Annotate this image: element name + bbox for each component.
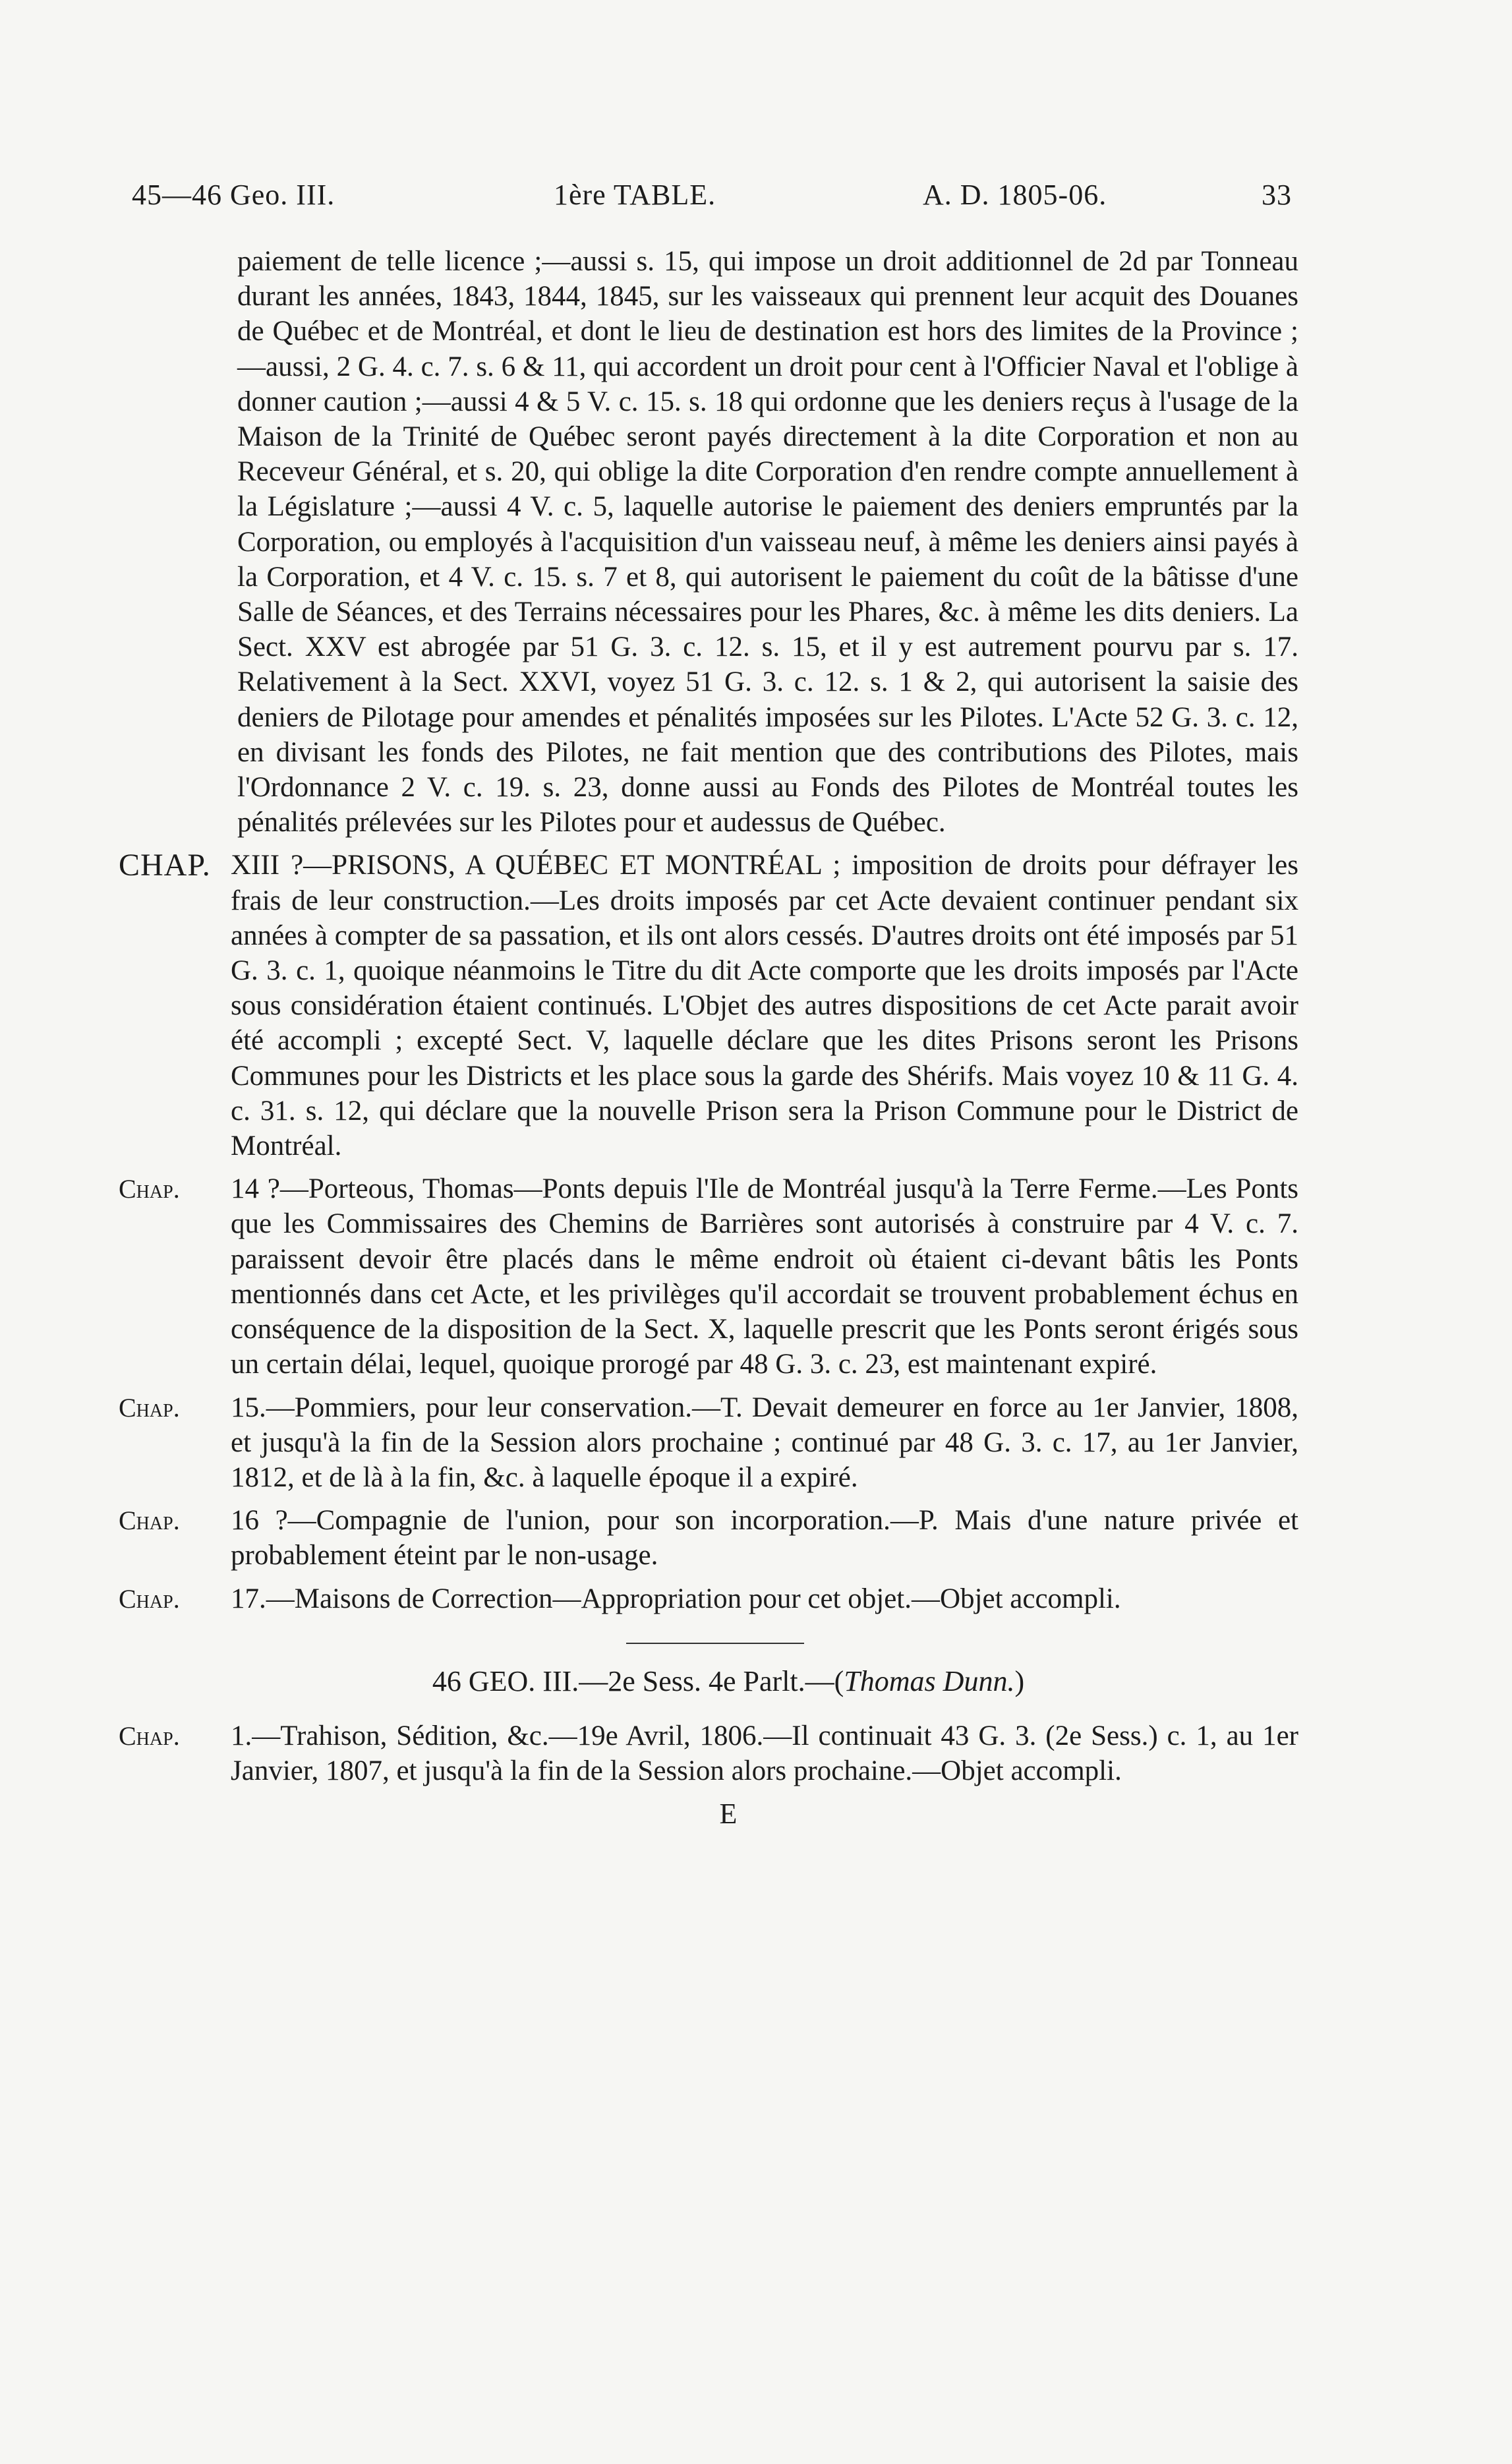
chapter-label: CHAP.	[119, 848, 211, 883]
chapter-text: 14 ?—Porteous, Thomas—Ponts depuis l'Ile de Montréal jusqu'à la Terre Ferme.—Les Ponts que les Commissaires des Chemins de Barrières sont autorisés à construire par 4 V. c. 7. paraissent devoir être placés dans le même endroit où étaient ci-devant bâtis les Ponts mentionnés dans cet Acte, et les privilèges qu'il accordait se trouvent probablement échus en conséquence de la disposition de la Sect. X, laquelle prescrit que les Ponts seront érigés sous un certain délai, lequel, quoique prorogé par 48 G. 3. c. 23, est maintenant expiré.	[231, 1173, 1298, 1380]
header-table-title: 1ère TABLE.	[554, 179, 716, 211]
chapter-label: Chap.	[119, 1506, 180, 1536]
session-title: 46 GEO. III.—2e Sess. 4e Parlt.—(	[432, 1664, 844, 1697]
chapter-label: Chap.	[119, 1174, 180, 1204]
chapter-entry-17	[119, 1581, 1298, 1616]
chapter-text: 15.—Pommiers, pour leur conservation.—T. Devait demeurer en force au 1er Janvier, 1808, et jusqu'à la fin de la Session alors prochaine ; continué par 48 G. 3. c. 17, au 1er Janvier, 1812, et de là à la fin, &c. à laquelle époque il a expiré.	[231, 1392, 1298, 1493]
chapter-text: XIII ?—PRISONS, A QUÉBEC ET MONTRÉAL ; imposition de droits pour défrayer les frais de leur construction.—Les droits imposés par cet Acte devaient continuer pendant six années à compter de sa passation, et ils ont alors cessés. D'autres droits ont été imposés par 51 G. 3. c. 1, quoique néanmoins le Titre du dit Acte comporte que les droits imposés par l'Acte sous considération étaient continués. L'Objet des autres dispositions de cet Acte parait avoir été accompli ; excepté Sect. V, laquelle déclare que les dites Prisons seront les Prisons Communes pour les Districts et les place sous la garde des Shérifs. Mais voyez 10 & 11 G. 4. c. 31. s. 12, qui déclare que la nouvelle Prison sera la Prison Commune pour le District de Montréal.	[231, 850, 1298, 1162]
header-regnal-years: 45—46 Geo. III.	[132, 179, 335, 211]
chapter-label: Chap.	[119, 1392, 180, 1423]
chapter-text: 16 ?—Compagnie de l'union, pour son incorporation.—P. Mais d'une nature privée et probablement éteint par le non-usage.	[231, 1505, 1298, 1571]
chapter-text: 17.—Maisons de Correction—Appropriation pour cet objet.—Objet accompli.	[231, 1583, 1121, 1614]
chapter-label: Chap.	[119, 1583, 180, 1614]
header-date-range: A. D. 1805-06.	[923, 179, 1107, 211]
running-header	[132, 178, 1292, 218]
session-heading	[119, 1664, 1298, 1699]
page-number: 33	[1262, 179, 1292, 211]
chapter-entry-14	[119, 1171, 1298, 1382]
section-divider	[626, 1643, 804, 1644]
chapter-text: 1.—Trahison, Sédition, &c.—19e Avril, 1806.—Il continuait 43 G. 3. (2e Sess.) c. 1, au 1er Janvier, 1807, et jusqu'à la fin de la Session alors prochaine.—Objet accompli.	[231, 1720, 1298, 1787]
session-governor: Thomas Dunn.	[844, 1664, 1015, 1697]
page-body	[119, 244, 1298, 1832]
chapter-entry-13	[119, 848, 1298, 1163]
continued-entry-text: paiement de telle licence ;—aussi s. 15, qui impose un droit additionnel de 2d par Tonneau durant les années, 1843, 1844, 1845, sur les vaisseaux qui prennent leur acquit des Douanes de Québec et de Montréal, et dont le lieu de destination est hors des limites de la Province ;—aussi, 2 G. 4. c. 7. s. 6 & 11, qui accordent un droit pour cent à l'Officier Naval et l'oblige à donner caution ;—aussi 4 & 5 V. c. 15. s. 18 qui ordonne que les deniers reçus à l'usage de la Maison de la Trinité de Québec seront payés directement à la dite Corporation et non au Receveur Général, et s. 20, qui oblige la dite Corporation d'en rendre compte annuellement à la Législature ;—aussi 4 V. c. 5, laquelle autorise le paiement des deniers empruntés par la Corporation, ou employés à l'acquisition d'un vaisseau neuf, à même les deniers ainsi payés à la Corporation, et 4 V. c. 15. s. 7 et 8, qui autorisent le paiement du coût de la bâtisse d'une Salle de Séances, et des Terrains nécessaires pour les Phares, &c. à même les dits deniers. La Sect. XXV est abrogée par 51 G. 3. c. 12. s. 15, et il y est autrement pourvu par s. 17. Relativement à la Sect. XXVI, voyez 51 G. 3. c. 12. s. 1 & 2, qui autorisent la saisie des deniers de Pilotage pour amendes et pénalités imposées sur les Pilotes. L'Acte 52 G. 3. c. 12, en divisant les fonds des Pilotes, ne fait mention que des contributions des Pilotes, mais l'Ordonnance 2 V. c. 19. s. 23, donne aussi au Fonds des Pilotes de Montréal toutes les pénalités prélevées sur les Pilotes pour et audessus de Québec.	[237, 246, 1298, 838]
session-title-close: )	[1014, 1664, 1025, 1697]
signature-mark: E	[719, 1798, 738, 1831]
continued-entry	[119, 244, 1298, 840]
chapter-label: Chap.	[119, 1720, 180, 1751]
chapter-entry-16	[119, 1503, 1298, 1573]
chapter-entry-15	[119, 1390, 1298, 1496]
session-chapter-entry-1	[119, 1718, 1298, 1788]
